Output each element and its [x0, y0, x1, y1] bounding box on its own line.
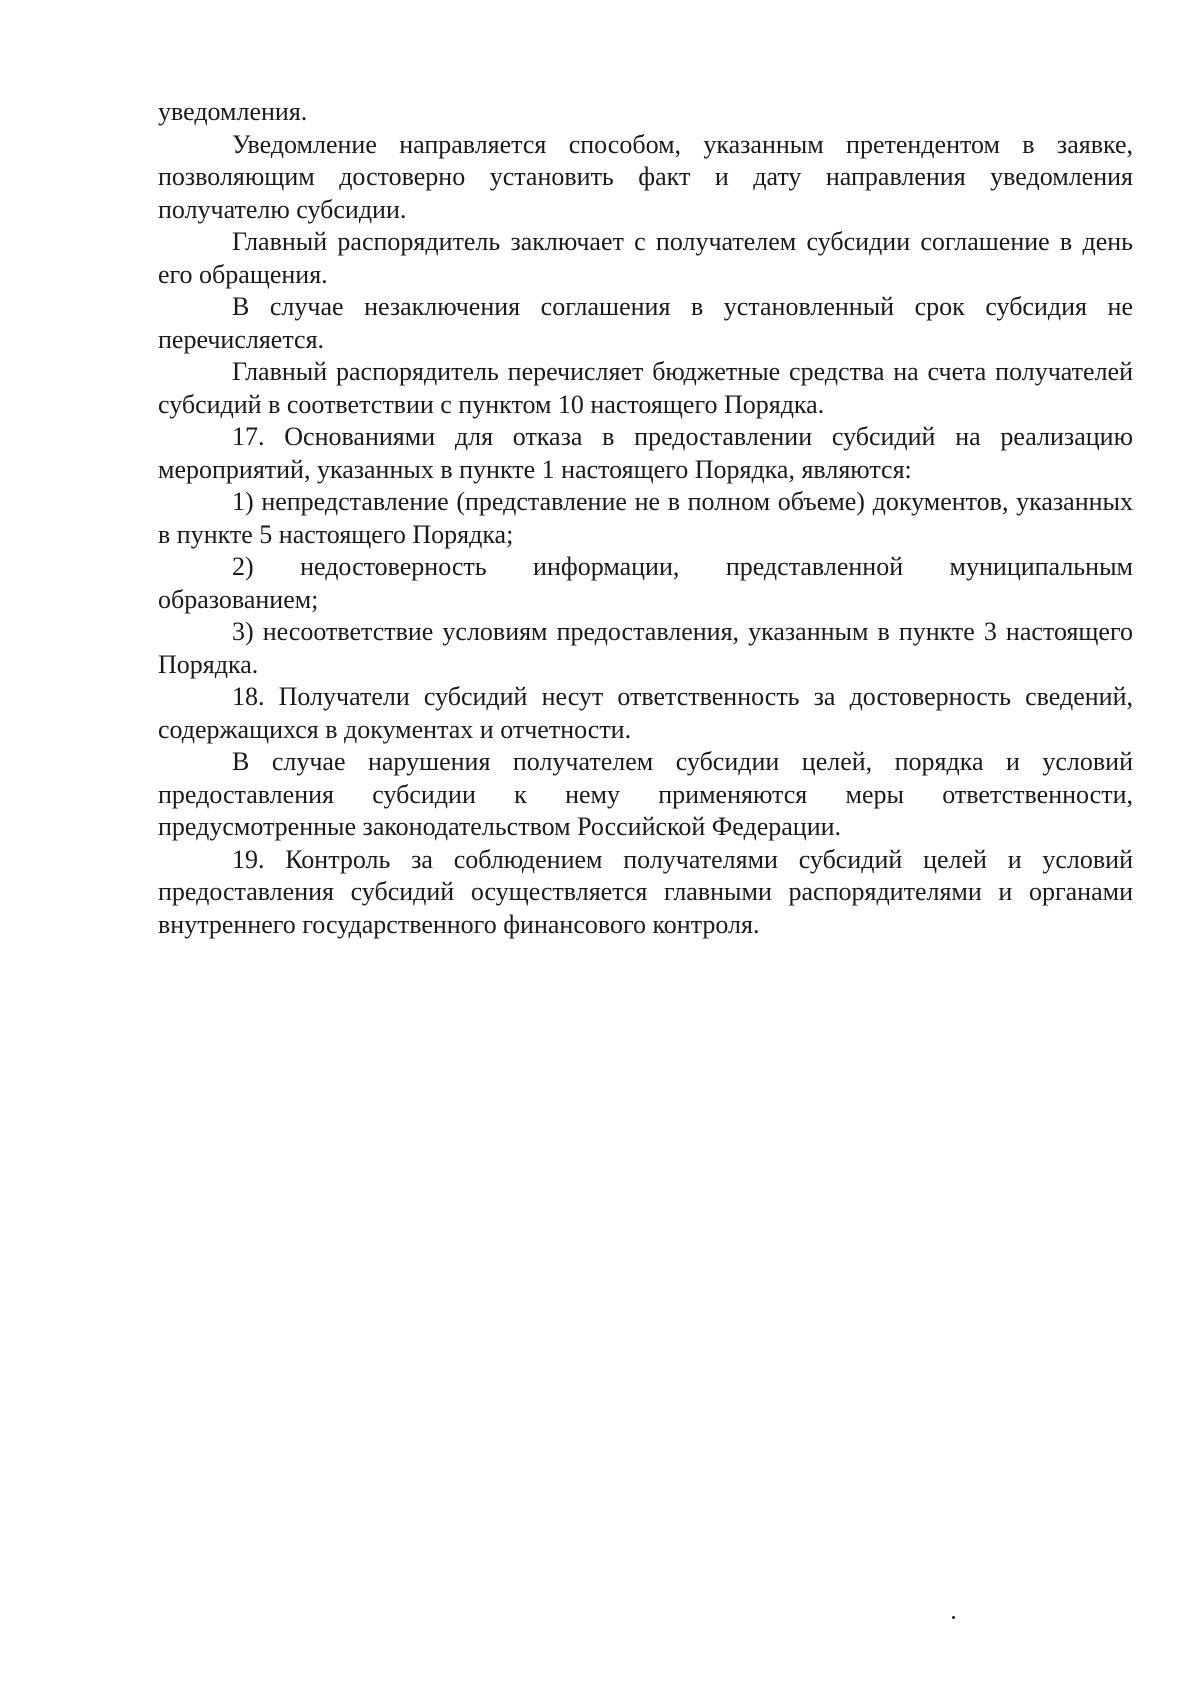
paragraph-violation: В случае нарушения получателем субсидии целей, порядка и условий предоставления субсидии к нему применяются меры ответственности, предусмотренные законодательством Российской Федерации.: [158, 747, 1133, 841]
paragraph-item-18: 18. Получатели субсидий несут ответственность за достоверность сведений, содержащихся в документах и отчетности.: [158, 682, 1133, 744]
document-body: [158, 96, 1133, 941]
paragraph-item-17: 17. Основаниями для отказа в предоставлении субсидий на реализацию мероприятий, указанных в пункте 1 настоящего Порядка, являются:: [158, 422, 1133, 484]
paragraph-transfer-funds: Главный распорядитель перечисляет бюджетные средства на счета получателей субсидий в соответствии с пунктом 10 настоящего Порядка.: [158, 357, 1133, 419]
paragraph-item-17-1: 1) непредставление (представление не в полном объеме) документов, указанных в пункте 5 настоящего Порядка;: [158, 487, 1133, 549]
paragraph-item-17-2: 2) недостоверность информации, представленной муниципальным образованием;: [158, 552, 1133, 614]
paragraph-agreement: Главный распорядитель заключает с получателем субсидии соглашение в день его обращения.: [158, 227, 1133, 289]
paragraph-continuation: уведомления.: [158, 97, 308, 126]
paragraph-item-19: 19. Контроль за соблюдением получателями субсидий целей и условий предоставления субсидий осуществляется главными распорядителями и органами внутреннего государственного финансового контроля.: [158, 844, 1133, 939]
paragraph-no-agreement: В случае незаключения соглашения в установленный срок субсидия не перечисляется.: [158, 292, 1133, 354]
paragraph-notification-method: Уведомление направляется способом, указанным претендентом в заявке, позволяющим достоверно установить факт и дату направления уведомления получателю субсидии.: [158, 129, 1133, 224]
scan-dot-mark: [952, 1616, 955, 1619]
paragraph-item-17-3: 3) несоответствие условиям предоставления, указанным в пункте 3 настоящего Порядка.: [158, 617, 1133, 679]
